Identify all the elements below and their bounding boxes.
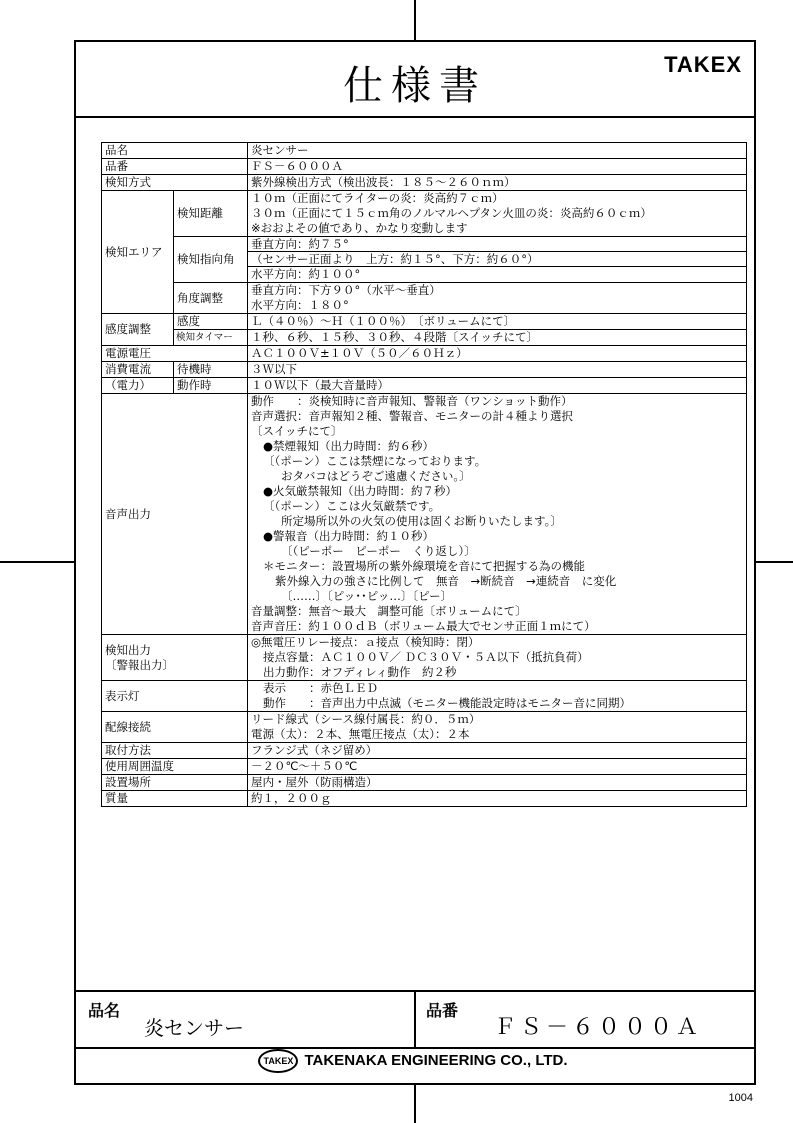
- text-line: 動作 ：炎検知時に音声報知、警報音（ワンショット動作）: [251, 394, 573, 408]
- label-power: 消費電流: [102, 362, 174, 378]
- table-row: [102, 237, 747, 283]
- crop-mark-top: [414, 0, 416, 40]
- value-mount: フランジ式（ネジ留め）: [248, 743, 747, 759]
- text-line: 所定場所以外の火気の使用は固くお断りいたします。〕: [281, 514, 562, 528]
- table-row: [102, 759, 747, 775]
- value-level: Ｌ（４０％）～Ｈ（１００％） 〔ボリュームにて〕: [248, 314, 747, 330]
- value-angle: [248, 283, 747, 314]
- text-line: ◎無電圧リレー接点：ａ接点（検知時：閉）: [251, 635, 480, 649]
- value-method: 紫外線検出方式（検出波長：１８５～２６０ｎｍ）: [248, 175, 747, 191]
- crop-mark-right: [756, 561, 793, 563]
- text-line: ●警報音（出力時間：約１０秒）: [263, 529, 435, 543]
- document-number: 1004: [728, 1092, 753, 1104]
- value-sound: [248, 394, 747, 635]
- table-row: [102, 394, 747, 635]
- label-mount: 取付方法: [102, 743, 248, 759]
- table-row: [102, 159, 747, 175]
- text-line: ●火気厳禁報知（出力時間：約７秒）: [263, 484, 458, 498]
- table-row: [102, 681, 747, 712]
- text-line: 〔スイッチにて〕: [251, 424, 343, 438]
- label-part: 品番: [102, 159, 248, 175]
- value-temp: －２０℃～＋５０℃: [248, 759, 747, 775]
- text-line: おタバコはどうぞご遠慮ください。〕: [281, 469, 471, 483]
- text-line: １０ｍ（正面にてライターの炎：炎高約７ｃｍ）: [251, 191, 504, 205]
- label-mass: 質量: [102, 791, 248, 807]
- label-standby: 待機時: [174, 362, 248, 378]
- label-power-sub: （電力）: [102, 378, 174, 394]
- text-line: 〔（ポーン）ここは禁煙になっております。: [263, 454, 487, 468]
- table-row: [102, 283, 747, 314]
- text-line: ●禁煙報知（出力時間：約６秒）: [263, 439, 435, 453]
- text-line: 〔……〕〔ピッ･･ピッ…〕〔ピー〕: [281, 589, 453, 603]
- label-active: 動作時: [174, 378, 248, 394]
- text-line: 〔（ポーン）ここは火気厳禁です。: [263, 499, 441, 513]
- footer-name-value: 炎センサー: [144, 1016, 244, 1040]
- value-mass: 約１，２００ｇ: [248, 791, 747, 807]
- text-line: ＊モニター：設置場所の紫外線環境を音にて把握する為の機能: [263, 559, 585, 573]
- company-name: TAKENAKA ENGINEERING CO., LTD.: [304, 1051, 568, 1069]
- text-line: ※おおよその値であり、かなり変動します: [251, 221, 468, 235]
- text-line: 検知出力: [105, 642, 151, 657]
- value-indicator: [248, 681, 747, 712]
- divider: [414, 990, 416, 1048]
- value-timer: １秒、６秒、１５秒、３０秒、４段階〔スイッチにて〕: [248, 330, 747, 346]
- takex-logo: TAKEX: [258, 1049, 298, 1073]
- value-wiring: [248, 712, 747, 743]
- table-row: [102, 712, 747, 743]
- table-row: [102, 362, 747, 378]
- table-row: [102, 791, 747, 807]
- table-row: [102, 378, 747, 394]
- table-row: [102, 346, 747, 362]
- text-line: 〔警報出力〕: [105, 657, 174, 672]
- text-line: 垂直方向：下方９０°（水平～垂直）: [251, 283, 441, 297]
- text-line: リード線式（シース線付属長：約０．５ｍ）: [251, 712, 481, 726]
- table-row: [102, 775, 747, 791]
- table-row: [102, 191, 747, 237]
- text-line: 音量調整：無音～最大 調整可能〔ボリュームにて〕: [251, 604, 527, 618]
- label-method: 検知方式: [102, 175, 248, 191]
- text-line: 水平方向：約１００°: [251, 267, 361, 281]
- label-timer: 検知タイマー: [174, 330, 248, 346]
- text-line: 水平方向：１８０°: [251, 298, 349, 312]
- crop-mark-left: [0, 561, 74, 563]
- company-line: [74, 1049, 752, 1073]
- text-line: 出力動作：オフディレィ動作 約２秒: [263, 665, 457, 679]
- value-active: １０Ｗ以下（最大音量時）: [248, 378, 747, 394]
- table-row: [102, 314, 747, 330]
- value-directivity: [248, 237, 747, 283]
- text-line: 音声選択：音声報知２種、警報音、モニターの計４種より選択: [251, 409, 573, 423]
- label-indicator: 表示灯: [102, 681, 248, 712]
- text-line: 紫外線入力の強さに比例して 無音 →断続音 →連続音 に変化: [275, 574, 617, 588]
- table-row: [102, 143, 747, 159]
- spec-table: [101, 142, 747, 807]
- text-line: 電源（太）：２本、無電圧接点（太）：２本: [251, 727, 470, 741]
- table-row: [102, 635, 747, 681]
- value-standby: ３Ｗ以下: [248, 362, 747, 378]
- text-line: （センサー正面より 上方：約１５°、下方：約６０°）: [248, 252, 746, 267]
- value-part: ＦＳ－６０００Ａ: [248, 159, 747, 175]
- label-temp: 使用周囲温度: [102, 759, 248, 775]
- footer-block: [74, 990, 756, 1085]
- footer-part-value: ＦＳ－６０００Ａ: [494, 1015, 703, 1040]
- label-place: 設置場所: [102, 775, 248, 791]
- title-row: [76, 42, 754, 118]
- label-distance: 検知距離: [174, 191, 248, 237]
- label-directivity: 検知指向角: [174, 237, 248, 283]
- brand-logo: TAKEX: [664, 52, 742, 77]
- value-voltage: ＡＣ１００Ｖ±１０Ｖ（５０／６０Ｈｚ）: [248, 346, 747, 362]
- crop-mark-bottom: [414, 1085, 416, 1123]
- text-line: 表示 ：赤色ＬＥＤ: [263, 681, 378, 695]
- value-distance: [248, 191, 747, 237]
- text-line: 音声音圧：約１００ｄＢ（ボリューム最大でセンサ正面１ｍにて）: [251, 619, 596, 633]
- value-output: [248, 635, 747, 681]
- label-output: [102, 635, 248, 681]
- value-place: 屋内・屋外（防雨構造）: [248, 775, 747, 791]
- footer-part-label: 品番: [426, 1001, 459, 1020]
- label-sensitivity: 感度調整: [102, 314, 174, 346]
- text-line: 垂直方向：約７５°: [248, 237, 746, 252]
- label-angle: 角度調整: [174, 283, 248, 314]
- label-name: 品名: [102, 143, 248, 159]
- text-line: ３０ｍ（正面にて１５ｃｍ角のノルマルヘプタン火皿の炎：炎高約６０ｃｍ）: [251, 206, 652, 220]
- value-name: 炎センサー: [248, 143, 747, 159]
- text-line: 〔（ピーポー ピーポー くり返し）〕: [281, 544, 476, 558]
- footer-name-label: 品名: [88, 1001, 121, 1020]
- label-wiring: 配線接続: [102, 712, 248, 743]
- label-area: 検知エリア: [102, 191, 174, 314]
- table-row: [102, 330, 747, 346]
- table-row: [102, 743, 747, 759]
- label-sound: 音声出力: [102, 394, 248, 635]
- label-voltage: 電源電圧: [102, 346, 248, 362]
- page-title: 仕様書: [343, 63, 487, 109]
- table-row: [102, 175, 747, 191]
- label-level: 感度: [174, 314, 248, 330]
- text-line: 動作 ：音声出力中点滅（モニター機能設定時はモニター音に同期）: [263, 696, 631, 710]
- text-line: 接点容量：ＡＣ１００Ｖ／ ＤＣ３０Ｖ・５Ａ以下（抵抗負荷）: [263, 650, 589, 664]
